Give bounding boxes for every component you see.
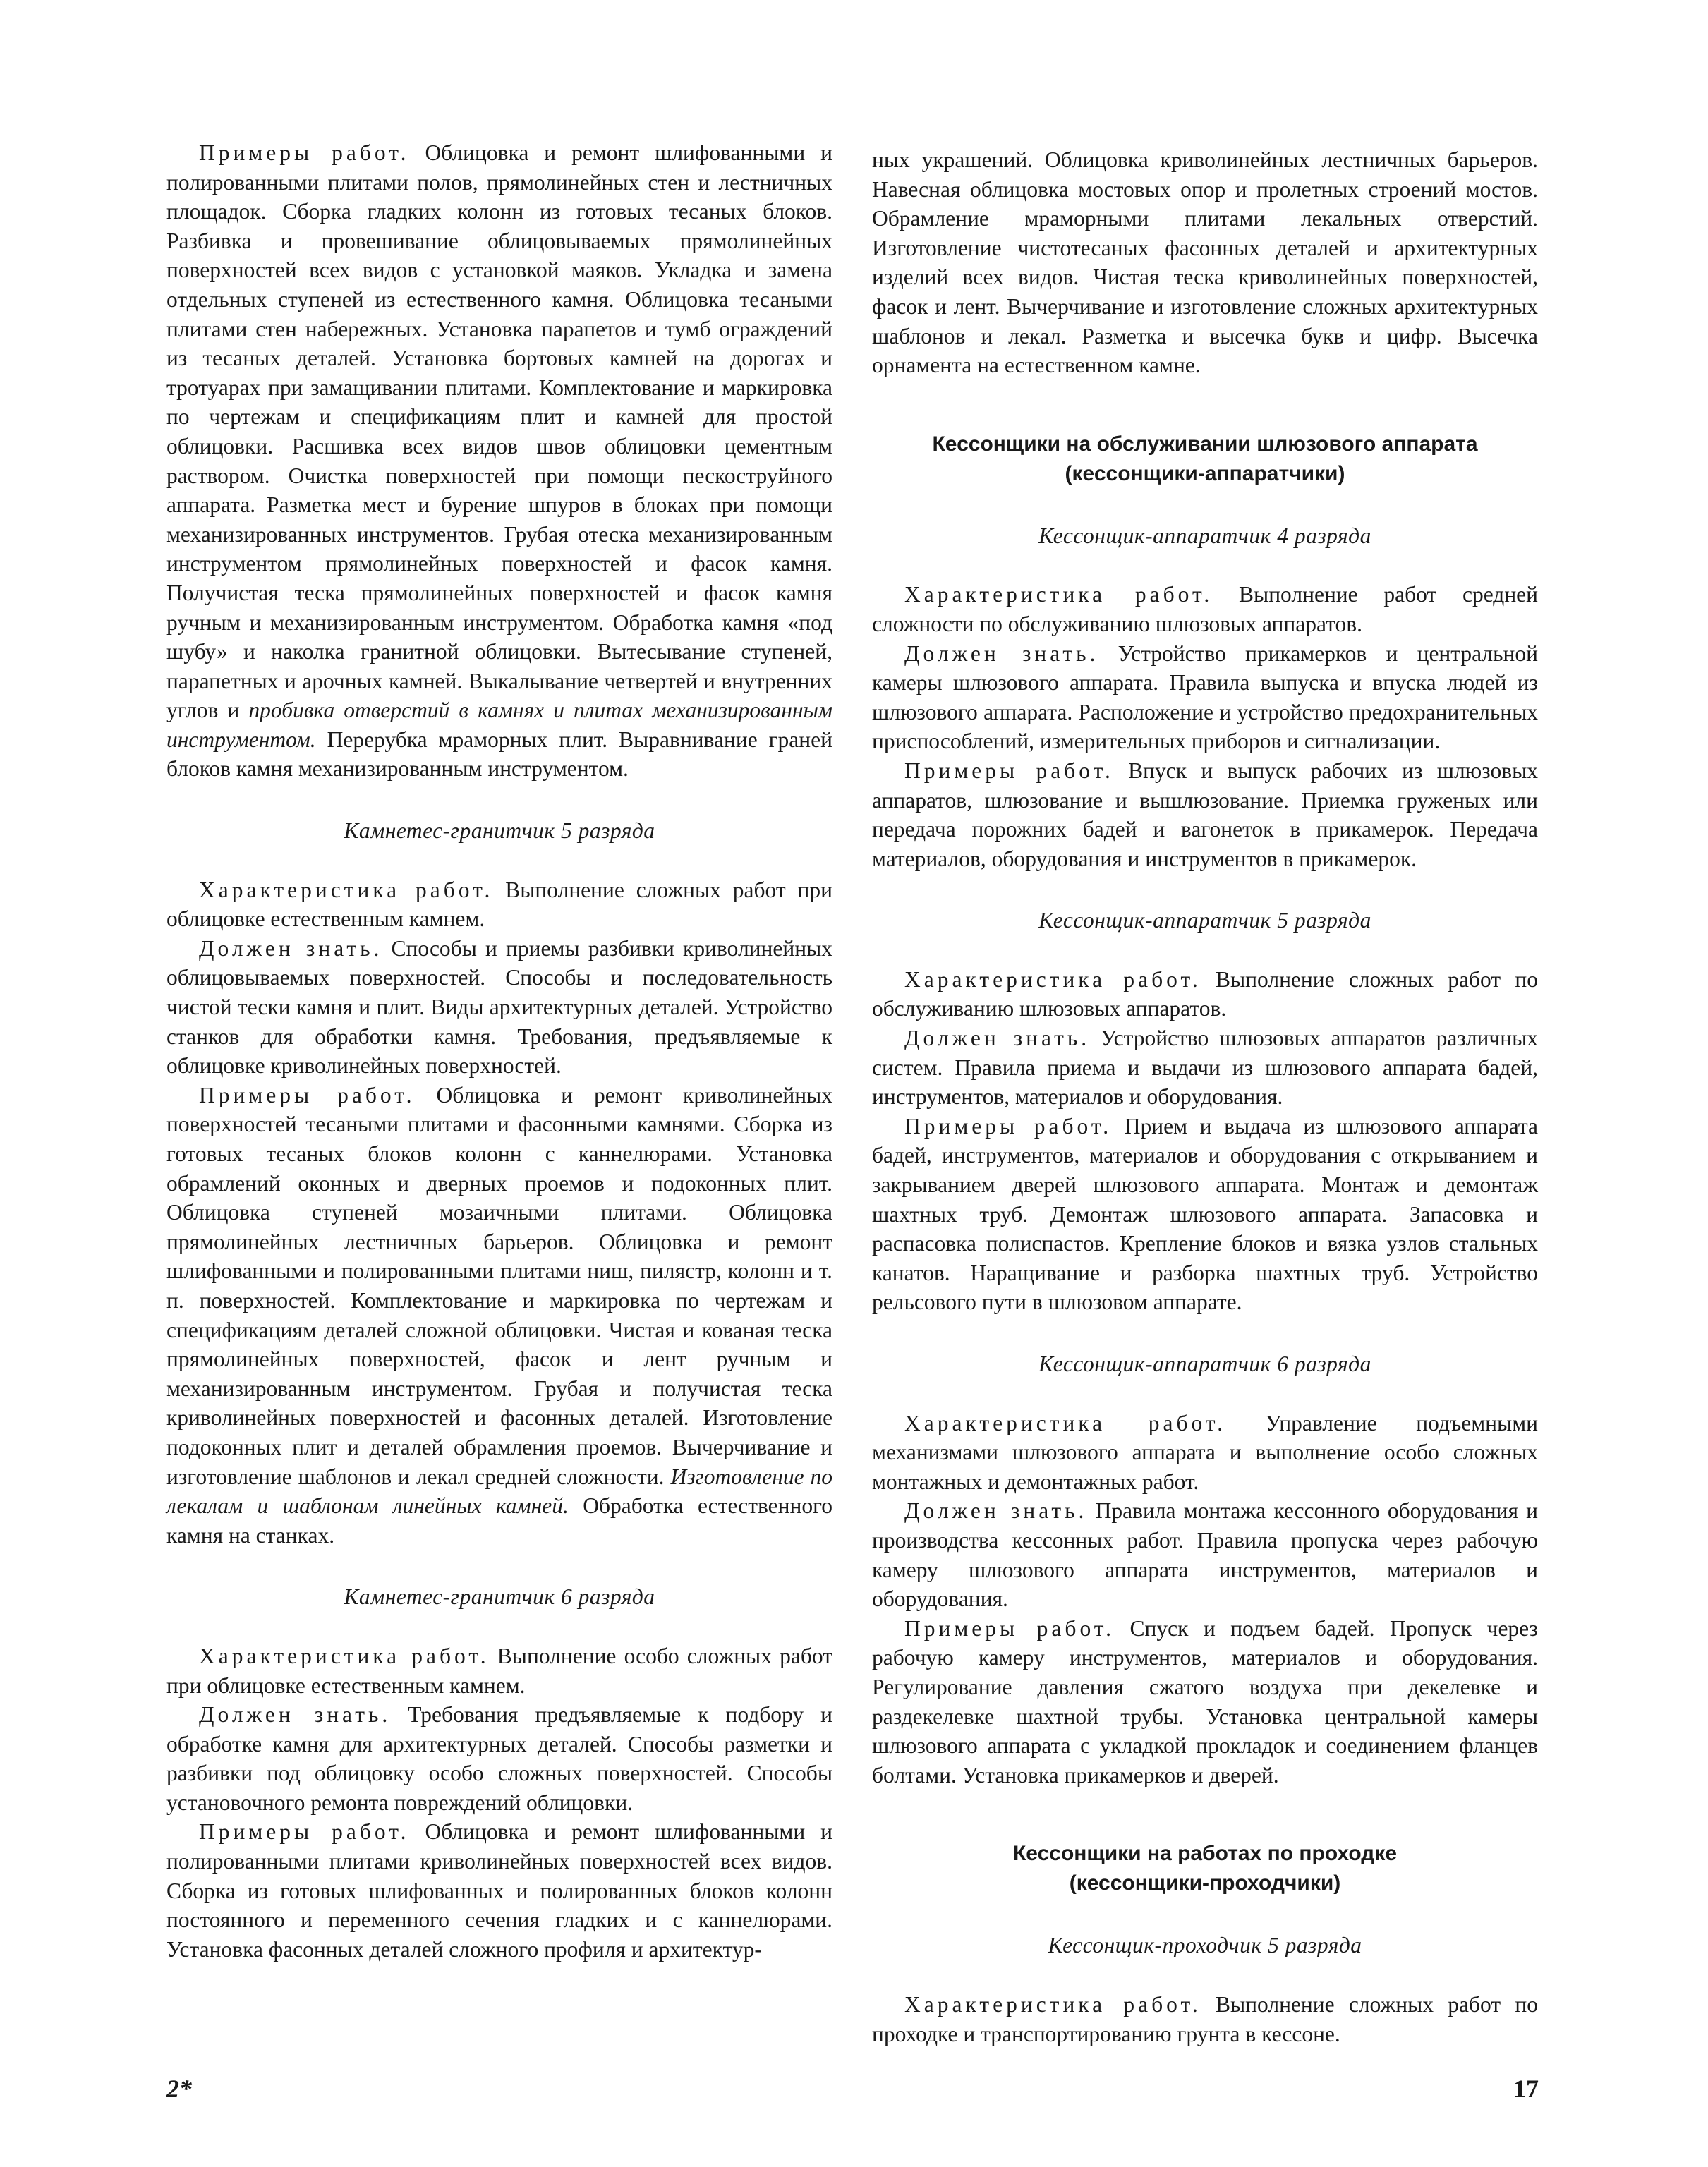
paragraph-text: Обработка естественного камня на станках. xyxy=(166,1493,832,1548)
paragraph xyxy=(872,1409,1538,1497)
paragraph-italic: пробивка отверстий в камнях и плитах механизированным инструментом. xyxy=(166,698,833,752)
paragraph-lead: Должен знать. xyxy=(904,1498,1088,1524)
paragraph xyxy=(166,1641,832,1700)
section-subheading: Кессонщик-проходчик 5 разряда xyxy=(1048,1933,1362,1958)
paragraph xyxy=(872,639,1538,756)
paragraph xyxy=(872,965,1538,1024)
paragraph-text: Требования предъявляемые к подбору и обработке камня для архитектурных деталей. Способы разметки и разбивки под облицовку особо сложных поверхностей. Способы установочного ремонта повреждений облицовки. xyxy=(166,1702,833,1815)
paragraph-lead: Примеры работ. xyxy=(904,1113,1113,1139)
paragraph-text: Прием и выдача из шлюзового аппарата бадей, инструментов, материалов и оборудования с открыванием и закрыванием дверей шлюзового аппарата. Монтаж и демонтаж шахтных труб. Демонтаж шлюзового аппарата. Запасовка и распасовка полиспастов. Крепление блоков и вязка узлов стальных канатов. Наращивание и разборка шахтных труб. Устройство рельсового пути в шлюзовом аппарате. xyxy=(872,1113,1539,1315)
paragraph-text: Облицовка и ремонт шлифованными и полированными плитами криволинейных поверхностей всех видов. Сборка из готовых шлифованных и полированных блоков колонн постоянного и переменного сечения гладких и с каннелюрами. Установка фасонных деталей сложного профиля и архитектур- xyxy=(166,1819,832,1962)
paragraph-text: Выполнение работ средней сложности по обслуживанию шлюзовых аппаратов. xyxy=(872,582,1539,636)
paragraph xyxy=(872,1496,1538,1613)
paragraph-lead: Характеристика работ. xyxy=(904,582,1213,607)
left-column xyxy=(166,138,832,1964)
paragraph-text: Выполнение сложных работ по проходке и транспортированию грунта в кессоне. xyxy=(872,1991,1539,2046)
paragraph-text: Правила монтажа кессонного оборудования и производства кессонных работ. Правила пропуска через рабочую камеру шлюзового аппарата инструментов, материалов и оборудования. xyxy=(872,1498,1538,1612)
section-heading: (кессонщики-проходчики) xyxy=(1069,1871,1341,1895)
paragraph-text: Облицовка и ремонт шлифованными и полированными плитами полов, прямолинейных стен и лестничных площадок. Сборка гладких колонн из готовых тесаных блоков. Разбивка и провешивание облицовываемых прямолинейных поверхностей всех видов с установкой маяков. Укладка и замена отдельных ступеней из естественного камня. Облицовка тесаными плитами стен набережных. Установка парапетов и тумб ограждений из тесаных деталей. Установка бортовых камней на дорогах и тротуарах при замащивании плитами. Комплектование и маркировка по чертежам и спецификациям плит и камней для простой облицовки. Расшивка всех видов швов облицовки цементным раствором. Очистка поверхностей при помощи пескоструйного аппарата. Разметка мест и бурение шпуров в блоках при помощи механизированных инструментов. Грубая отеска механизированным инструментом прямолинейных поверхностей и фасок камня. Получистая теска прямолинейных поверхностей и фасок камня ручным и механизированным инструментом. Обработка камня «под шубу» и наколка гранитной облицовки. Вытесывание ступеней, парапетных и арочных камней. Выкалывание четвертей и внутренних углов и xyxy=(166,140,832,723)
paragraph xyxy=(872,580,1538,638)
spacer xyxy=(872,1790,1538,1839)
page-number: 17 xyxy=(1513,2075,1539,2103)
paragraph xyxy=(872,1614,1538,1790)
paragraph-lead: Примеры работ. xyxy=(904,758,1114,783)
spacer xyxy=(872,380,1538,430)
paragraph xyxy=(166,138,832,784)
section-subheading: Камнетес-гранитчик 6 разряда xyxy=(344,1584,655,1610)
paragraph-text: Спуск и подъем бадей. Пропуск через рабочую камеру инструментов, материалов и оборудования. Регулирование давления сжатого воздуха при декелевке и раздекелевке шахтной трубы. Установка центральной камеры шлюзового аппарата с укладкой прокладок и соединением фланцев болтами. Установка прикамерков и дверей. xyxy=(872,1615,1538,1787)
paragraph-lead: Примеры работ. xyxy=(199,1082,416,1107)
paragraph-lead: Примеры работ. xyxy=(199,140,410,165)
section-subheading: Кессонщик-аппаратчик 6 разряда xyxy=(1038,1352,1371,1376)
section-subheading: Кессонщик-аппаратчик 5 разряда xyxy=(1038,908,1371,933)
right-column xyxy=(872,145,1538,2048)
paragraph-text: Выполнение сложных работ по обслуживанию шлюзовых аппаратов. xyxy=(872,966,1539,1021)
section-heading: Кессонщики на работах по проходке xyxy=(1012,1842,1398,1866)
paragraph-lead: Характеристика работ. xyxy=(199,877,494,902)
paragraph-text: Управление подъемными механизмами шлюзового аппарата и выполнение особо сложных монтажных и демонтажных работ. xyxy=(872,1410,1538,1494)
paragraph-text: Перерубка мраморных плит. Выравнивание граней блоков камня механизированным инструментом. xyxy=(166,727,832,782)
paragraph-lead: Характеристика работ. xyxy=(904,1991,1201,2017)
paragraph xyxy=(872,1990,1538,2048)
paragraph-text: Устройство прикамерков и центральной камеры шлюзового аппарата. Правила выпуска и впуска людей из шлюзового аппарата. Расположение и устройство предохранительных приспособлений, измерительных приборов и сигнализации. xyxy=(872,641,1538,754)
paragraph-lead: Примеры работ. xyxy=(199,1819,410,1845)
paragraph xyxy=(872,1112,1538,1317)
paragraph xyxy=(166,1817,832,1964)
signature-mark: 2* xyxy=(166,2075,192,2103)
paragraph-lead: Характеристика работ. xyxy=(904,1410,1227,1435)
paragraph-lead: Должен знать. xyxy=(199,1702,392,1728)
paragraph-lead: Характеристика работ. xyxy=(904,966,1201,992)
section-subheading: Кессонщик-аппаратчик 4 разряда xyxy=(1038,523,1371,548)
paragraph-text: Впуск и выпуск рабочих из шлюзовых аппаратов, шлюзование и вышлюзование. Приемка груженых или передача порожних бадей и вагонеток в прикамерок. Передача материалов, оборудования и инструментов в прикамерок. xyxy=(872,758,1539,871)
paragraph-lead: Должен знать. xyxy=(199,935,383,961)
paragraph-text: Облицовка и ремонт криволинейных поверхностей тесаными плитами и фасонными камнями. Сборка из готовых тесаных блоков колонн с каннелюрами. Установка обрамлений оконных и дверных проемов и подоконных плит. Облицовка ступеней мозаичными плитами. Облицовка прямолинейных лестничных барьеров. Облицовка и ремонт шлифованными и полированными плитами ниш, пилястр, колонн и т. п. поверхностей. Комплектование и маркировка по чертежам и спецификациям деталей сложной облицовки. Чистая и кованая теска прямолинейных поверхностей, фасок и лент ручным и механизированным инструментом. Грубая и получистая теска криволинейных поверхностей и фасонных деталей. Изготовление подоконных плит и деталей обрамления проемов. Вычерчивание и изготовление шаблонов и лекал средней сложности. xyxy=(166,1082,832,1489)
paragraph-text: Устройство шлюзовых аппаратов различных систем. Правила приема и выдачи из шлюзового аппарата бадей, инструментов, материалов и оборудования. xyxy=(872,1026,1539,1110)
paragraph xyxy=(166,934,832,1081)
paragraph-lead: Должен знать. xyxy=(904,1026,1091,1051)
paragraph xyxy=(166,1081,832,1550)
paragraph xyxy=(872,756,1538,873)
paragraph-text: Выполнение особо сложных работ при облицовке естественным камнем. xyxy=(166,1643,832,1698)
paragraph-continuation: ных украшений. Облицовка криволинейных лестничных барьеров. Навесная облицовка мостовых опор и пролетных строений мостов. Обрамление мраморными плитами лекальных отверстий. Изготовление чистотесаных фасонных деталей и архитектурных изделий всех видов. Чистая теска криволинейных поверхностей, фасок и лент. Вычерчивание и изготовление сложных архитектурных шаблонов и лекал. Разметка и высечка букв и цифр. Высечка орнамента на естественном камне. xyxy=(872,147,1538,378)
paragraph-lead: Примеры работ. xyxy=(904,1615,1115,1641)
paragraph-italic: Изготовление по лекалам и шаблонам линейных камней. xyxy=(166,1464,832,1519)
section-heading: Кессонщики на обслуживании шлюзового аппарата xyxy=(932,432,1478,456)
paragraph-text: Способы и приемы разбивки криволинейных облицовываемых поверхностей. Способы и последовательность чистой тески камня и плит. Виды архитектурных деталей. Устройство станков для обработки камня. Требования, предъявляемые к облицовке криволинейных поверхностей. xyxy=(166,935,832,1079)
paragraph xyxy=(872,1024,1538,1112)
paragraph-lead: Должен знать. xyxy=(904,641,1099,666)
paragraph xyxy=(166,1700,832,1817)
paragraph-text: Выполнение сложных работ при облицовке естественным камнем. xyxy=(166,877,832,932)
paragraph xyxy=(166,875,832,934)
section-heading: (кессонщики-аппаратчики) xyxy=(1065,461,1345,485)
paragraph-lead: Характеристика работ. xyxy=(199,1643,490,1668)
section-subheading: Камнетес-гранитчик 5 разряда xyxy=(344,818,655,844)
